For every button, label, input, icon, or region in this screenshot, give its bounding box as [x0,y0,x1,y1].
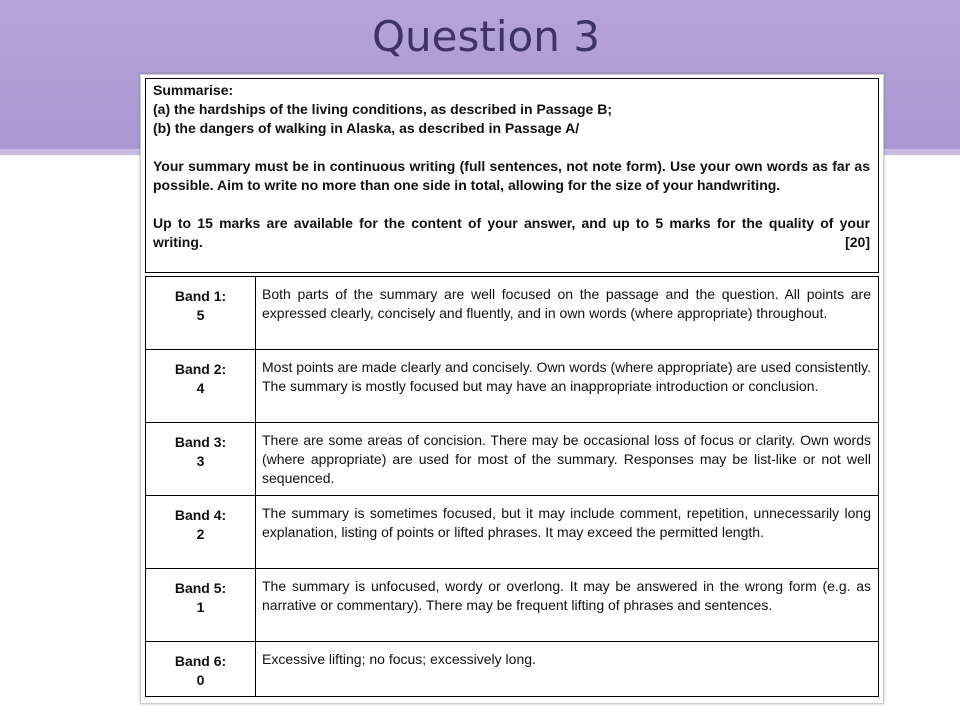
band-score: 5 [196,307,205,323]
band-description: The summary is unfocused, wordy or overlong. It may be answered in the wrong form (e.g. as narrative or commentary). There may be frequent lifting of phrases and sentences. [256,569,879,642]
band-description: There are some areas of concision. There may be occasional loss of focus or clarity. Own words (where appropriate) are used for most of the summary. Responses may be list-like or not well sequenced. [256,423,879,496]
table-row [146,423,879,496]
band-label-cell [146,350,256,423]
band-description: Most points are made clearly and concisely. Own words (where appropriate) are used consistently. The summary is mostly focused but may have an inappropriate introduction or conclusion. [256,350,879,423]
band-name: Band 5: [174,580,227,596]
band-name: Band 1: [174,288,227,304]
band-score: 3 [196,453,205,469]
band-description: Both parts of the summary are well focused on the passage and the question. All points are expressed clearly, concisely and fluently, and in own words (where appropriate) throughout. [256,277,879,350]
total-marks: [20] [845,234,870,250]
question-marks-text: Up to 15 marks are available for the content of your answer, and up to 5 marks for the quality of your writing. [153,215,870,250]
band-label-cell [146,642,256,697]
band-description: The summary is sometimes focused, but it may include comment, repetition, unnecessarily long explanation, listing of points or lifted phrases. It may exceed the permitted length. [256,496,879,569]
band-label-cell [146,496,256,569]
mark-scheme-table [145,276,879,697]
table-row [146,642,879,697]
table-row [146,350,879,423]
band-name: Band 4: [174,507,227,523]
question-instructions: Your summary must be in continuous writing (full sentences, not note form). Use your own words as far as possible. Aim to write no more than one side in total, allowing for the size of your handwriting. [153,158,870,193]
question-box [145,78,879,273]
band-name: Band 6: [174,653,227,669]
band-score: 2 [196,526,205,542]
question-part-b: (b) the dangers of walking in Alaska, as described in Passage A/ [153,120,580,136]
question-heading: Summarise: [153,82,234,98]
table-row [146,496,879,569]
slide-title: Question 3 [372,12,600,61]
table-row [146,277,879,350]
band-label-cell [146,569,256,642]
band-name: Band 3: [174,434,227,450]
table-row [146,569,879,642]
band-label-cell [146,277,256,350]
question-part-a: (a) the hardships of the living conditions, as described in Passage B; [153,101,612,117]
band-score: 4 [196,380,205,396]
band-description: Excessive lifting; no focus; excessively long. [256,642,879,697]
band-label-cell [146,423,256,496]
band-score: 1 [196,599,205,615]
band-score: 0 [196,672,205,688]
band-name: Band 2: [174,361,227,377]
